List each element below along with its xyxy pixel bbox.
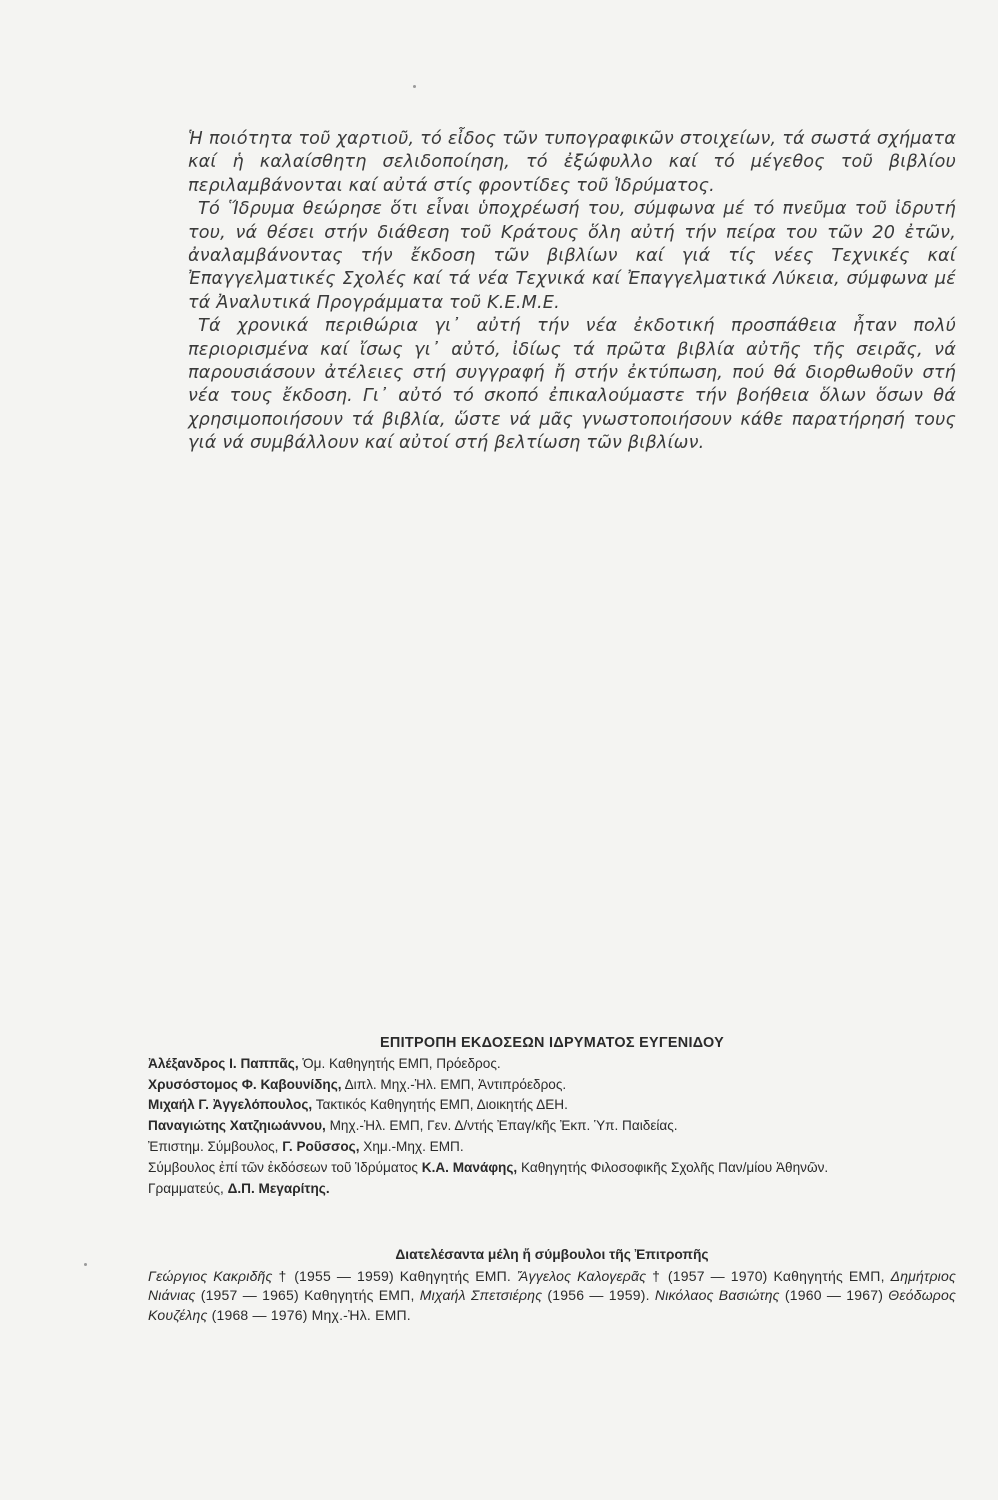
member-name: Χρυσόστομος Φ. Καβουνίδης, <box>148 1076 342 1092</box>
scan-speck <box>84 1263 87 1266</box>
committee-member <box>148 1116 956 1137</box>
former-member-name: Δημήτριος Νιάνιας <box>148 1267 956 1303</box>
former-members-section <box>148 1245 956 1325</box>
former-member-info: † (1957 — 1970) Καθηγητής ΕΜΠ, <box>646 1267 891 1284</box>
member-role: Ὁμ. Καθηγητής ΕΜΠ, Πρόεδρος. <box>298 1055 501 1071</box>
scan-speck <box>413 85 416 88</box>
scientific-advisor <box>148 1137 956 1158</box>
committee-member <box>148 1095 956 1116</box>
editions-advisor <box>148 1158 956 1179</box>
intro-paragraph-1: Ἡ ποιότητα τοῦ χαρτιοῦ, τό εἶδος τῶν τυπογραφικῶν στοιχείων, τά σωστά σχήματα καί ἡ καλαίσθητη σελιδοποίηση, τό ἐξώφυλλο καί τό μέγεθος τοῦ βιβλίου περιλαμβάνονται καί αὐτά στίς φροντίδες τοῦ Ἱδρύματος. <box>188 129 956 196</box>
member-name: Ἀλέξανδρος Ι. Παππᾶς, <box>148 1055 299 1071</box>
advisor-role: Χημ.-Μηχ. ΕΜΠ. <box>359 1138 464 1154</box>
former-member-info: (1968 — 1976) Μηχ.-Ἠλ. ΕΜΠ. <box>207 1306 411 1323</box>
member-role: Διπλ. Μηχ.-Ἠλ. ΕΜΠ, Ἀντιπρόεδρος. <box>341 1076 567 1092</box>
editions-role: Καθηγητής Φιλοσοφικῆς Σχολῆς Παν/μίου Ἀθηνῶν. <box>517 1159 829 1175</box>
committee-member <box>148 1075 956 1096</box>
former-member-name: Ἄγγελος Καλογερᾶς <box>516 1267 647 1284</box>
member-role: Μηχ.-Ἠλ. ΕΜΠ, Γεν. Δ/ντής Ἐπαγ/κῆς Ἐκπ. Ὑπ. Παιδείας. <box>325 1118 678 1134</box>
intro-paragraph-2: Τό Ἵδρυμα θεώρησε ὅτι εἶναι ὑποχρέωσή του, σύμφωνα μέ τό πνεῦμα τοῦ ἱδρυτή του, νά θέσει στήν διάθεση τοῦ Κράτους ὅλη αὐτή τήν πείρα του τῶν 20 ἐτῶν, ἀναλαμβάνοντας τήν ἔκδοση τῶν βιβλίων καί γιά τίς νέες Τεχνικές καί Ἐπαγγελματικές Σχολές καί τά νέα Τεχνικά καί Ἐπαγγελματικά Λύκεια, σύμφωνα μέ τά Ἀναλυτικά Προγράμματα τοῦ Κ.Ε.Μ.Ε. <box>188 199 956 313</box>
member-role: Τακτικός Καθηγητής ΕΜΠ, Διοικητής ΔΕΗ. <box>312 1097 568 1113</box>
former-member-name: Νικόλαος Βασιώτης <box>654 1287 780 1303</box>
former-member-info: (1957 — 1965) Καθηγητής ΕΜΠ, <box>195 1287 420 1303</box>
editions-name: Κ.Α. Μανάφης, <box>421 1159 518 1175</box>
member-name: Παναγιώτης Χατζηιωάννου, <box>148 1118 326 1134</box>
former-member-info: † (1955 — 1959) Καθηγητής ΕΜΠ. <box>272 1267 517 1284</box>
advisor-prefix: Ἐπιστημ. Σύμβουλος, <box>148 1138 283 1154</box>
former-member-name: Γεώργιος Κακριδῆς <box>148 1267 273 1284</box>
committee-heading: ΕΠΙΤΡΟΠΗ ΕΚΔΟΣΕΩΝ ΙΔΡΥΜΑΤΟΣ ΕΥΓΕΝΙΔΟΥ <box>379 1035 725 1051</box>
former-member-info: (1960 — 1967) <box>779 1287 889 1303</box>
former-member-info: (1956 — 1959). <box>542 1287 655 1303</box>
member-name: Μιχαήλ Γ. Ἀγγελόπουλος, <box>148 1097 313 1113</box>
former-members-list <box>148 1267 956 1326</box>
secretary-name: Δ.Π. Μεγαρίτης. <box>227 1180 330 1196</box>
secretary <box>148 1179 956 1200</box>
former-members-heading: Διατελέσαντα μέλη ἤ σύμβουλοι τῆς Ἐπιτροπῆς <box>395 1247 709 1262</box>
editions-prefix: Σύμβουλος ἐπί τῶν ἐκδόσεων τοῦ Ἱδρύματος <box>148 1159 422 1175</box>
committee-section <box>148 1033 956 1199</box>
committee-member <box>148 1054 956 1075</box>
intro-paragraph-3: Τά χρονικά περιθώρια γι᾿ αὐτή τήν νέα ἐκδοτική προσπάθεια ἦταν πολύ περιορισμένα καί ἴσως γι᾿ αὐτό, ἰδίως τά πρῶτα βιβλία αὐτῆς τῆς σειρᾶς, νά παρουσιάσουν ἀτέλειες στή συγγραφή ἤ στήν ἐκτύπωση, πού θά διορθωθοῦν στή νέα τους ἔκδοση. Γι᾿ αὐτό τό σκοπό ἐπικαλούμαστε τήν βοήθεια ὅλων ὅσων θά χρησιμοποιήσουν τά βιβλία, ὥστε νά μᾶς γνωστοποιήσουν κάθε παρατήρησή τους γιά νά συμβάλλουν καί αὐτοί στή βελτίωση τῶν βιβλίων. <box>188 316 956 454</box>
secretary-prefix: Γραμματεύς, <box>148 1180 228 1196</box>
former-member-name: Μιχαήλ Σπετσιέρης <box>419 1287 543 1303</box>
advisor-name: Γ. Ροῦσσος, <box>282 1138 360 1154</box>
intro-text <box>188 128 956 456</box>
former-member-name: Θεόδωρος Κουζέλης <box>148 1287 957 1323</box>
